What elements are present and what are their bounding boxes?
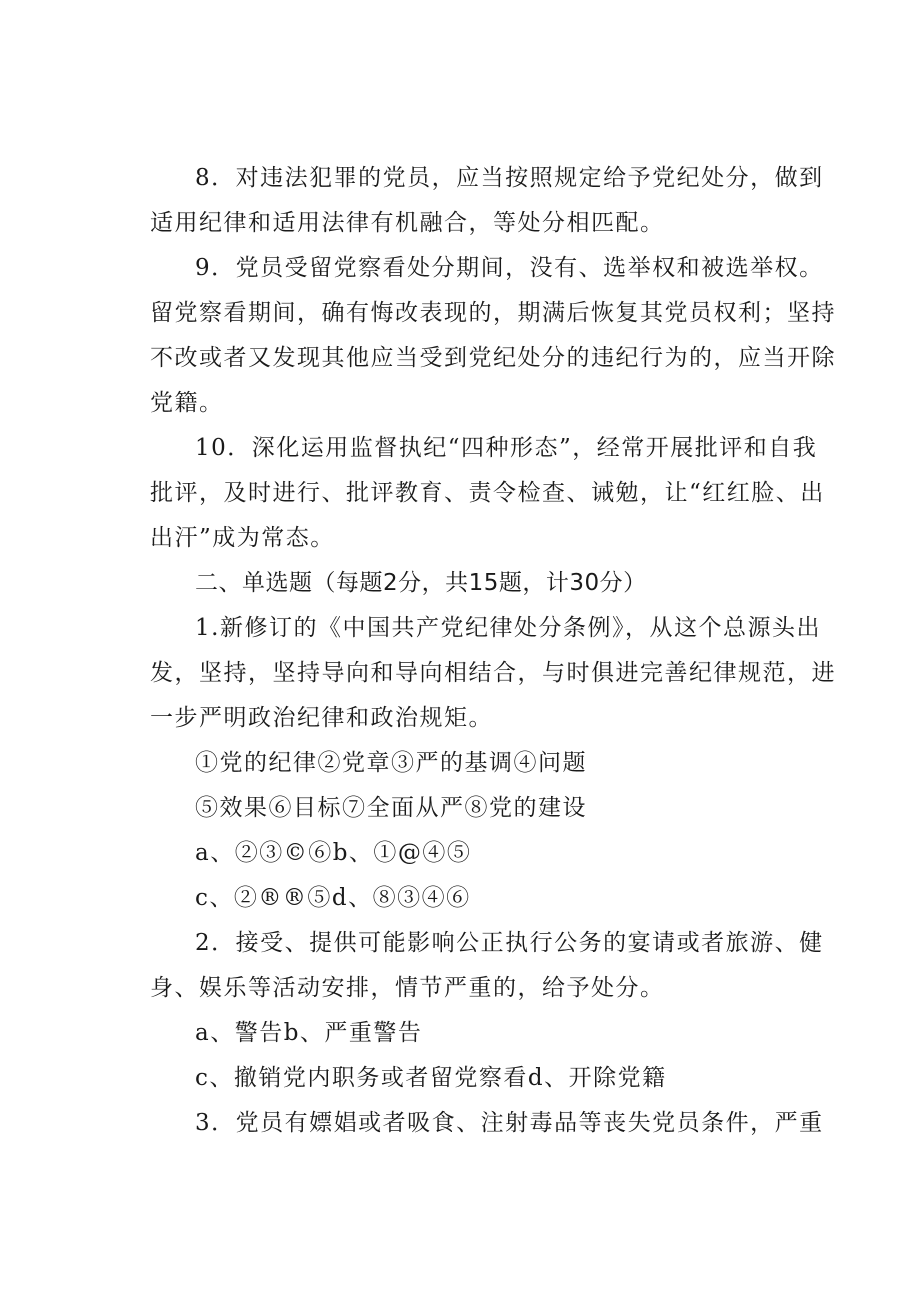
answer-option-line: a、②③©⑥b、①@④⑤ [195, 840, 472, 866]
text-line: 3．党员有嫖娼或者吸食、注射毒品等丧失党员条件，严重 [195, 1110, 824, 1136]
section-heading: 二、单选题（每题2分，共15题，计30分） [195, 570, 647, 596]
text-line: 适用纪律和适用法律有机融合，等处分相匹配。 [150, 210, 665, 236]
text-line: 出汗”成为常态。 [150, 525, 335, 551]
text-line: 1.新修订的《中国共产党纪律处分条例》，从这个总源头出 [195, 615, 821, 641]
answer-option-line: c、②®®⑤d、⑧③④⑥ [195, 885, 471, 911]
text-line: ⑤效果⑥目标⑦全面从严⑧党的建设 [195, 795, 587, 821]
text-line: 不改或者又发现其他应当受到党纪处分的违纪行为的，应当开除 [150, 345, 836, 371]
text-line: 党籍。 [150, 390, 224, 416]
text-line: 身、娱乐等活动安排，情节严重的，给予处分。 [150, 975, 665, 1001]
text-line: 10．深化运用监督执纪“四种形态”，经常开展批评和自我 [195, 435, 818, 461]
text-line: 9．党员受留党察看处分期间，没有、选举权和被选举权。 [195, 255, 824, 281]
text-line: 8．对违法犯罪的党员，应当按照规定给予党纪处分，做到 [195, 165, 824, 191]
text-line: 留党察看期间，确有悔改表现的，期满后恢复其党员权利；坚持 [150, 300, 836, 326]
text-line: 一步严明政治纪律和政治规矩。 [150, 705, 493, 731]
text-line: 发，坚持，坚持导向和导向相结合，与时俱进完善纪律规范，进 [150, 660, 836, 686]
text-line: 批评，及时进行、批评教育、责令检查、诫勉，让“红红脸、出 [150, 480, 825, 506]
text-line: 2．接受、提供可能影响公正执行公务的宴请或者旅游、健 [195, 930, 824, 956]
answer-option-line: c、撤销党内职务或者留党察看d、开除党籍 [195, 1065, 667, 1091]
text-line: ①党的纪律②党章③严的基调④问题 [195, 750, 587, 776]
answer-option-line: a、警告b、严重警告 [195, 1020, 423, 1046]
